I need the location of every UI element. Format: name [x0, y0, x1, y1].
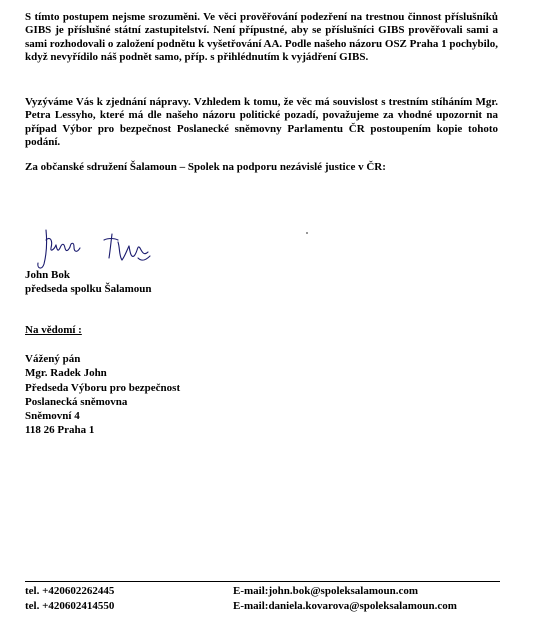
footer-phone: tel. +420602262445 — [25, 585, 115, 597]
footer-email[interactable]: E-mail:daniela.kovarova@spoleksalamoun.com — [233, 600, 457, 612]
address-line: 118 26 Praha 1 — [25, 424, 95, 436]
footer-contacts — [25, 584, 515, 614]
footer-email[interactable]: E-mail:john.bok@spoleksalamoun.com — [233, 585, 419, 597]
address-line: Poslanecká sněmovna — [25, 396, 128, 408]
footer-row — [25, 584, 515, 599]
footer-phone: tel. +420602414550 — [25, 600, 115, 612]
footer-row — [25, 599, 515, 614]
paragraph-objection: S tímto postupem nejsme srozuměni. Ve věci prověřování podezření na trestnou činnost příslušníků GIBS je příslušné státní zastupitelství. Není přípustné, aby se příslušníci GIBS prověřovali sami a sami rozhodovali o založení podnětu k vyšetřování AA. Podle našeho názoru OSZ Praha 1 pochybilo, když nevyřídilo náš podnět samo, příp. s přihlédnutím k vyjádření GIBS. — [25, 11, 498, 64]
stray-dot — [306, 232, 308, 234]
address-line: Sněmovní 4 — [25, 410, 80, 422]
address-line: Vážený pán — [25, 353, 81, 365]
signer-name: John Bok — [25, 269, 70, 281]
signer-role: předseda spolku Šalamoun — [25, 283, 152, 295]
address-line: Mgr. Radek John — [25, 367, 107, 379]
handwritten-signature — [34, 226, 159, 274]
paragraph-request: Vyzýváme Vás k zjednání nápravy. Vzhledem k tomu, že věc má souvislost s trestním stíháním Mgr. Petra Lessyho, které má dle našeho názoru politické pozadí, považujeme za vhodné upozornit na případ Výbor pro bezpečnost Poslanecké sněmovny Parlamentu ČR postoupením kopie tohoto podání. — [25, 96, 498, 149]
paragraph-on-behalf: Za občanské sdružení Šalamoun – Spolek na podporu nezávislé justice v ČR: — [25, 161, 386, 173]
cc-heading: Na vědomí : — [25, 324, 82, 336]
address-line: Předseda Výboru pro bezpečnost — [25, 382, 181, 394]
footer-divider — [25, 581, 500, 582]
